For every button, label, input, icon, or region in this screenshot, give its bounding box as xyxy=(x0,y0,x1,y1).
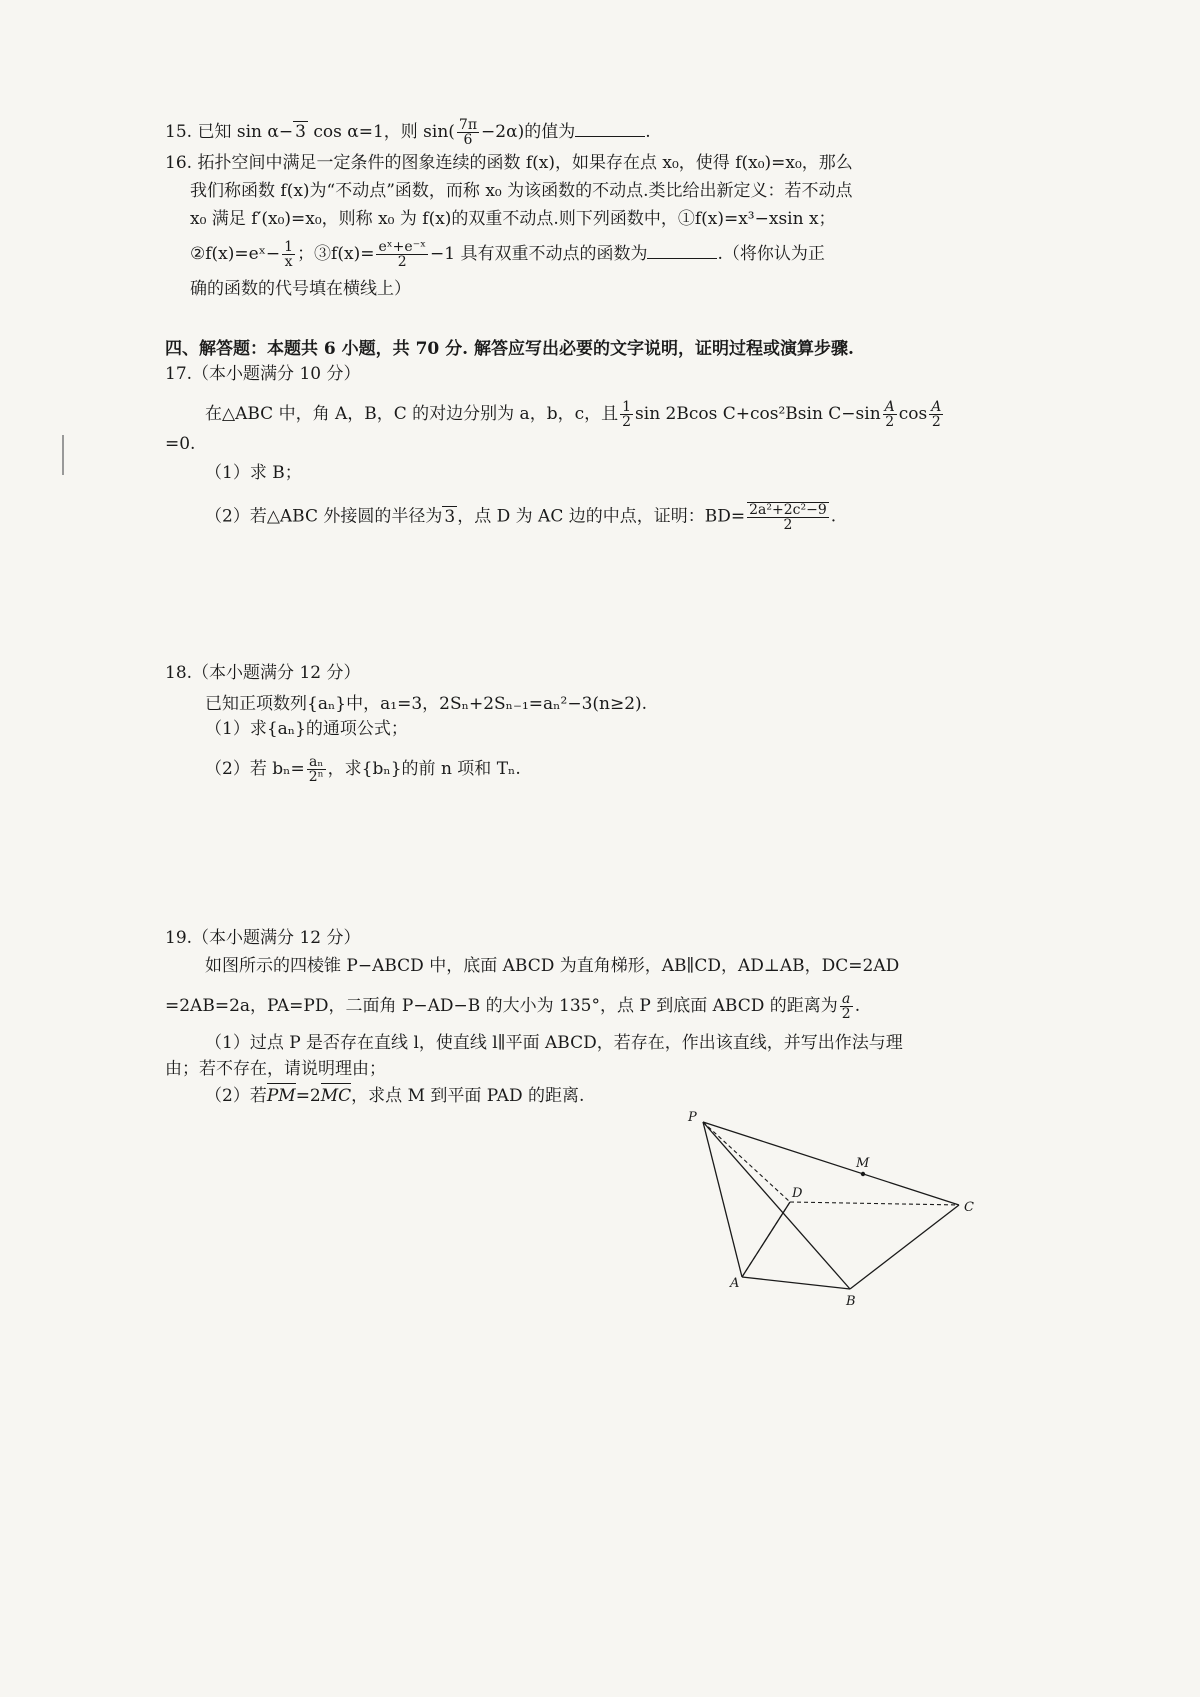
q15-fraction: $\frac{7\pi}{6}$ xyxy=(458,117,478,148)
q15-text2: cos α=1，则 sin xyxy=(307,122,449,142)
q19-line1: 如图所示的四棱锥 P−ABCD 中，底面 ABCD 为直角梯形，AB∥CD，AD⊥AB，DC=2AD xyxy=(205,956,900,976)
q17-part1: （1）求 B； xyxy=(205,463,302,483)
edge-PD xyxy=(703,1122,790,1202)
q16-line3: x₀ 满足 f′(x₀)=x₀，则称 x₀ 为 f(x)的双重不动点.则下列函数中，①f(x)=x³−xsin x； xyxy=(190,209,836,229)
section-heading: 四、解答题：本题共 6 小题，共 70 分. 解答应写出必要的文字说明，证明过程或演算步骤. xyxy=(165,339,854,359)
q16-frac2: $\frac{\text{eˣ+e⁻ˣ}}{2}$ xyxy=(378,239,427,270)
q16-line2: 我们称函数 f(x)为“不动点”函数，而称 x₀ 为该函数的不动点.类比给出新定义：若不动点 xyxy=(190,181,853,201)
edge-AB xyxy=(742,1277,850,1289)
pyramid-figure xyxy=(680,1105,1000,1315)
q19-line2: =2AB=2a，PA=PD，二面角 P−AD−B 的大小为 135°，点 P 到底面 ABCD 的距离为 $\frac{a}{2}$ . xyxy=(165,991,861,1022)
label-C: C xyxy=(964,1200,974,1215)
q16-answer-blank xyxy=(647,244,717,259)
q16-frac1: $\frac{1}{x}$ xyxy=(284,239,294,270)
edge-PB xyxy=(703,1122,850,1289)
edge-PA xyxy=(703,1122,742,1277)
label-D: D xyxy=(792,1186,803,1201)
q18-line1: 已知正项数列{aₙ}中，a₁=3，2Sₙ+2Sₙ₋₁=aₙ²−3(n≥2). xyxy=(205,694,648,714)
q18-heading: 18.（本小题满分 12 分） xyxy=(165,663,361,683)
q15-line: 15. 已知 sin α− 3 cos α=1，则 sin( $\frac{7\pi}{6}$ −2α)的值为 . xyxy=(165,117,651,148)
q18-part1: （1）求{aₙ}的通项公式； xyxy=(205,719,408,739)
q15-text3: −2α xyxy=(481,122,518,142)
q19-part2: （2）若PM=2MC，求点 M 到平面 PAD 的距离. xyxy=(205,1086,585,1106)
q15-number: 15. xyxy=(165,122,193,142)
q17-part2: （2）若△ABC 外接圆的半径为 3 ，点 D 为 AC 边的中点，证明：BD= $\frac{\text{2a²+2c²−9}}{2}$ . xyxy=(205,502,837,533)
q16-line4: ②f(x)=eˣ− $\frac{1}{x}$ ；③f(x)= $\frac{\text{eˣ+e⁻ˣ}}{2}$ −1 具有双重不动点的函数为 .（将你认为正 xyxy=(190,239,825,270)
q15-answer-blank xyxy=(575,122,645,137)
q18-part2: （2）若 bₙ= $\frac{\text{aₙ}}{\text{2ⁿ}}$ ，求{bₙ}的前 n 项和 Tₙ. xyxy=(205,754,521,785)
q15-text1: 已知 sin α− xyxy=(197,122,294,142)
q17-heading: 17.（本小题满分 10 分） xyxy=(165,364,361,384)
label-A: A xyxy=(730,1276,740,1291)
q16-line5: 确的函数的代号填在横线上） xyxy=(190,279,411,299)
q15-sqrt: 3 xyxy=(295,122,306,142)
label-B: B xyxy=(846,1294,856,1309)
q19-part1b: 由；若不存在，请说明理由； xyxy=(165,1059,386,1079)
label-P: P xyxy=(688,1110,697,1125)
edge-DC xyxy=(790,1202,959,1205)
vector-mc: MC xyxy=(320,1086,352,1106)
edge-PC xyxy=(703,1122,959,1205)
q19-part1a: （1）过点 P 是否存在直线 l，使直线 l∥平面 ABCD，若存在，作出该直线，并写出作法与理 xyxy=(205,1033,903,1053)
scan-margin-mark xyxy=(62,435,64,475)
q16-line1: 16. 拓扑空间中满足一定条件的图象连续的函数 f(x)，如果存在点 x₀，使得 f(x₀)=x₀，那么 xyxy=(165,153,853,173)
q17-line2: =0. xyxy=(165,434,196,454)
q15-text4: 的值为 xyxy=(524,122,576,142)
point-M xyxy=(861,1172,865,1176)
label-M: M xyxy=(856,1156,870,1171)
q17-line1: 在△ABC 中，角 A，B，C 的对边分别为 a，b，c，且 $\frac{1}{2}$ sin 2Bcos C+cos²Bsin C−sin $\frac{A}{2}$ cos $\frac{A}{2}$ xyxy=(205,399,942,430)
q19-heading: 19.（本小题满分 12 分） xyxy=(165,928,361,948)
edge-BC xyxy=(850,1205,959,1289)
vector-pm: PM xyxy=(266,1086,296,1106)
